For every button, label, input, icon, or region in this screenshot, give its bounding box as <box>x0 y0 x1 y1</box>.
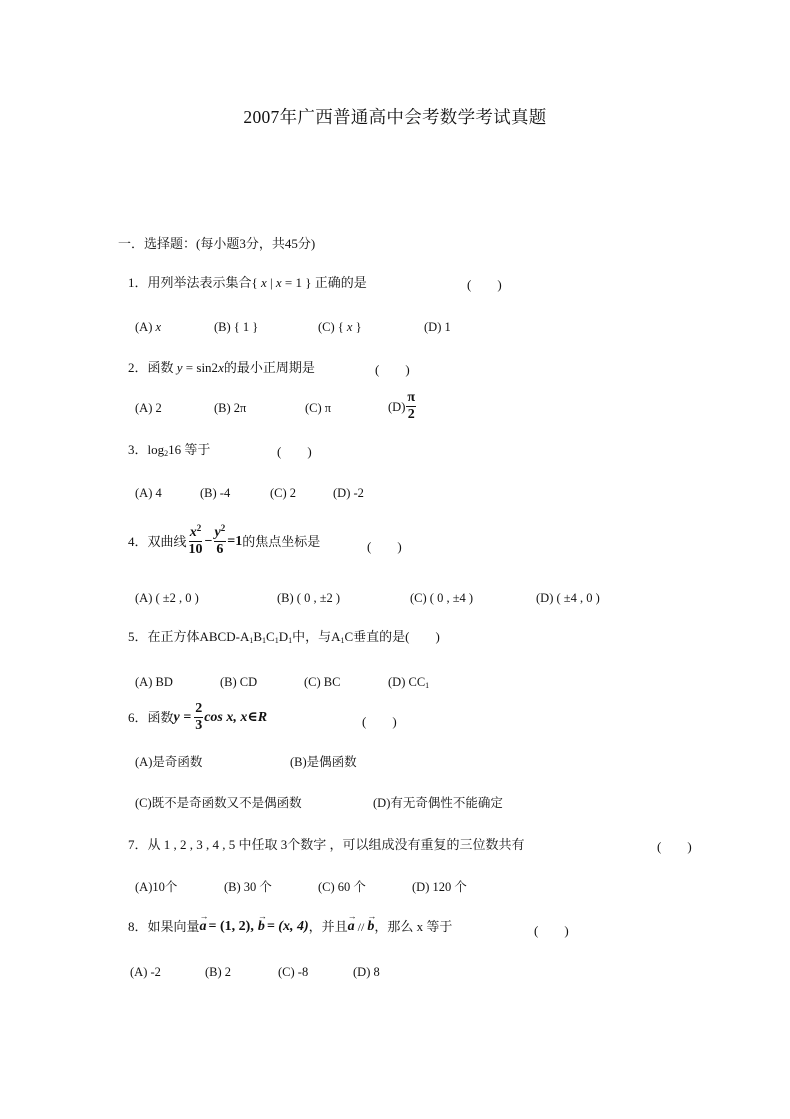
text-segment: (B) 2π <box>214 401 247 415</box>
text-segment: (D) -2 <box>333 486 364 500</box>
text-segment: (B) 2 <box>205 965 232 979</box>
math-variable: y <box>176 360 183 375</box>
text-segment: C垂直的是( ) <box>344 629 440 644</box>
text-segment: (C) π <box>305 401 332 415</box>
x-squared-over-ten-fraction <box>188 525 204 558</box>
vector-b-letter: b <box>257 919 265 934</box>
question-5-stem <box>128 628 440 646</box>
question-4-option-b <box>277 589 340 607</box>
variable-x: x <box>189 525 197 540</box>
question-4-option-a <box>135 589 199 607</box>
question-5-option-b <box>220 673 257 691</box>
text-segment: (C) ( 0 , ±4 ) <box>410 591 474 605</box>
question-4-answer-bracket: ( ) <box>367 539 402 554</box>
question-3-option-a <box>135 484 162 502</box>
text-segment: (C) 60 个 <box>318 880 366 894</box>
question-8-option-b <box>205 963 231 981</box>
fraction-numerator <box>189 525 203 542</box>
question-1-option-c <box>318 318 362 336</box>
math-variable: x <box>261 275 267 290</box>
text-segment: (A)10个 <box>135 880 178 894</box>
math-variable: x <box>218 360 224 375</box>
question-8-suffix: ，那么 x 等于 <box>374 919 453 934</box>
text-segment: 3．log <box>128 442 165 457</box>
vector-arrow-icon: → <box>199 911 209 921</box>
vector-a-letter: a <box>199 919 207 934</box>
text-segment: (A) BD <box>135 675 173 689</box>
variable-y: y <box>214 525 221 540</box>
subscript: 1 <box>249 636 254 645</box>
question-3-option-b <box>200 484 230 502</box>
math-variable: x <box>155 320 162 334</box>
fraction-numerator: 2 <box>195 701 203 716</box>
text-segment: = 1 } 正确的是 <box>281 275 367 290</box>
text-segment: 中，与A <box>292 629 341 644</box>
question-8-prefix: 8．如果向量 <box>128 919 200 934</box>
text-segment: = sin2 <box>182 360 219 375</box>
question-3-option-c <box>270 484 296 502</box>
question-4-suffix: 的焦点坐标是 <box>242 533 321 549</box>
question-4-prefix: 4．双曲线 <box>128 533 187 549</box>
fraction-denominator: 2 <box>407 407 415 422</box>
exponent: 2 <box>220 523 226 533</box>
subscript: 1 <box>425 681 430 690</box>
text-segment: B <box>253 629 263 644</box>
question-8-mid: ，并且 <box>308 919 348 934</box>
question-7-option-c <box>318 878 366 896</box>
text-segment: 16 等于 <box>168 442 211 457</box>
y-equals: y = <box>173 709 192 725</box>
pi-over-two-fraction <box>406 390 416 423</box>
question-8-option-a <box>130 963 161 981</box>
question-4-option-d <box>536 589 600 607</box>
text-segment: (C) 2 <box>270 486 297 500</box>
text-segment: (B) { 1 } <box>214 320 259 334</box>
question-7-option-a <box>135 878 177 896</box>
fraction-denominator: 6 <box>216 542 224 557</box>
cos-x-domain: cos x, x∈R <box>204 709 268 725</box>
question-2-option-d-label: (D) <box>388 399 406 414</box>
subscript: 1 <box>340 636 345 645</box>
question-2-option-b <box>214 399 246 417</box>
math-variable: x <box>346 320 353 334</box>
question-8-option-c <box>278 963 308 981</box>
text-segment: 7．从 1 , 2 , 3 , 4 , 5 中任取 3个数字 ，可以组成没有重复的三位数共有 <box>128 837 525 852</box>
text-segment: (D) 8 <box>353 965 380 979</box>
vector-b-value: = (x, 4) <box>266 919 309 934</box>
question-7-option-d <box>412 878 467 896</box>
question-8-answer-bracket: ( ) <box>534 923 569 938</box>
question-3-stem <box>128 441 210 459</box>
text-segment: (D)有无奇偶性不能确定 <box>373 796 503 810</box>
question-1-option-a <box>135 318 161 336</box>
question-3-answer-bracket: ( ) <box>277 444 312 459</box>
question-5-option-c <box>304 673 340 691</box>
vector-b <box>367 911 377 936</box>
question-6-option-a <box>135 753 202 771</box>
question-6-prefix: 6．函数 <box>128 709 174 725</box>
vector-arrow-icon: → <box>257 911 267 921</box>
vector-b <box>257 911 267 936</box>
subscript: 1 <box>288 636 293 645</box>
text-segment: (B) -4 <box>200 486 231 500</box>
text-segment: (A) ( ±2 , 0 ) <box>135 591 199 605</box>
vector-a <box>347 911 357 936</box>
question-2-option-d <box>388 390 417 423</box>
text-segment: } <box>352 320 362 334</box>
question-4-option-c <box>410 589 473 607</box>
text-segment: (C) { <box>318 320 347 334</box>
fraction-numerator <box>214 525 227 542</box>
question-3-option-d <box>333 484 364 502</box>
text-segment: | <box>266 275 276 290</box>
question-7-option-b <box>224 878 272 896</box>
text-segment: (C)既不是奇函数又不是偶函数 <box>135 796 302 810</box>
question-7-answer-bracket: ( ) <box>657 839 692 854</box>
text-segment: (A) -2 <box>130 965 161 979</box>
text-segment: (C) BC <box>304 675 341 689</box>
question-1-option-b <box>214 318 258 336</box>
equals-one: =1 <box>227 533 243 549</box>
text-segment: (A) <box>135 320 156 334</box>
text-segment: (D) 120 个 <box>412 880 467 894</box>
question-2-option-c <box>305 399 331 417</box>
vector-b-letter: b <box>367 919 375 934</box>
text-segment: (A)是奇函数 <box>135 755 203 769</box>
minus-sign: − <box>204 533 213 549</box>
question-6-stem <box>128 701 267 734</box>
text-segment: (C) -8 <box>278 965 309 979</box>
question-1-stem <box>128 274 367 292</box>
question-2-answer-bracket: ( ) <box>375 362 410 377</box>
question-1-answer-bracket: ( ) <box>467 277 502 292</box>
text-segment: (B) ( 0 , ±2 ) <box>277 591 341 605</box>
vector-a-letter: a <box>347 919 355 934</box>
question-2-option-a <box>135 399 162 417</box>
text-segment: (B)是偶函数 <box>290 755 357 769</box>
text-segment: 5．在正方体ABCD-A <box>128 629 250 644</box>
subscript: 2 <box>164 449 169 458</box>
section-heading: 一．选择题：(每小题3分，共45分) <box>118 236 316 251</box>
question-6-option-b <box>290 753 357 771</box>
two-thirds-fraction <box>194 701 203 734</box>
question-1-option-d <box>424 318 451 336</box>
text-segment: (A) 2 <box>135 401 162 415</box>
subscript: 1 <box>274 636 279 645</box>
text-segment: (D) CC <box>388 675 426 689</box>
question-5-option-a <box>135 673 173 691</box>
fraction-numerator: π <box>407 390 416 405</box>
question-6-option-c <box>135 794 302 812</box>
text-segment: 2．函数 <box>128 360 177 375</box>
y-squared-over-six-fraction <box>214 525 227 558</box>
text-segment: C <box>266 629 275 644</box>
vector-a <box>199 911 209 936</box>
vector-arrow-icon: → <box>347 911 357 921</box>
question-6-option-d <box>373 794 503 812</box>
question-6-answer-bracket: ( ) <box>362 714 397 729</box>
page-title: 2007年广西普通高中会考数学考试真题 <box>243 107 547 127</box>
text-segment: D <box>278 629 289 644</box>
question-8-option-d <box>353 963 380 981</box>
parallel-symbol: // <box>357 920 365 934</box>
exponent: 2 <box>196 523 202 533</box>
question-8-stem <box>128 911 453 936</box>
text-segment: (B) CD <box>220 675 258 689</box>
text-segment: (D) 1 <box>424 320 451 334</box>
question-7-stem <box>128 836 525 854</box>
question-2-stem <box>128 359 315 377</box>
text-segment: (D) ( ±4 , 0 ) <box>536 591 600 605</box>
text-segment: (B) 30 个 <box>224 880 272 894</box>
question-4-stem <box>128 525 320 558</box>
question-5-option-d <box>388 673 429 691</box>
fraction-denominator: 10 <box>188 542 203 557</box>
text-segment: 的最小正周期是 <box>223 360 315 375</box>
vector-a-value: = (1, 2), <box>208 919 254 934</box>
math-variable: x <box>275 275 282 290</box>
subscript: 1 <box>262 636 267 645</box>
vector-arrow-icon: → <box>367 911 377 921</box>
fraction-denominator: 3 <box>195 718 203 733</box>
text-segment: (A) 4 <box>135 486 162 500</box>
text-segment: 1．用列举法表示集合{ <box>128 275 261 290</box>
